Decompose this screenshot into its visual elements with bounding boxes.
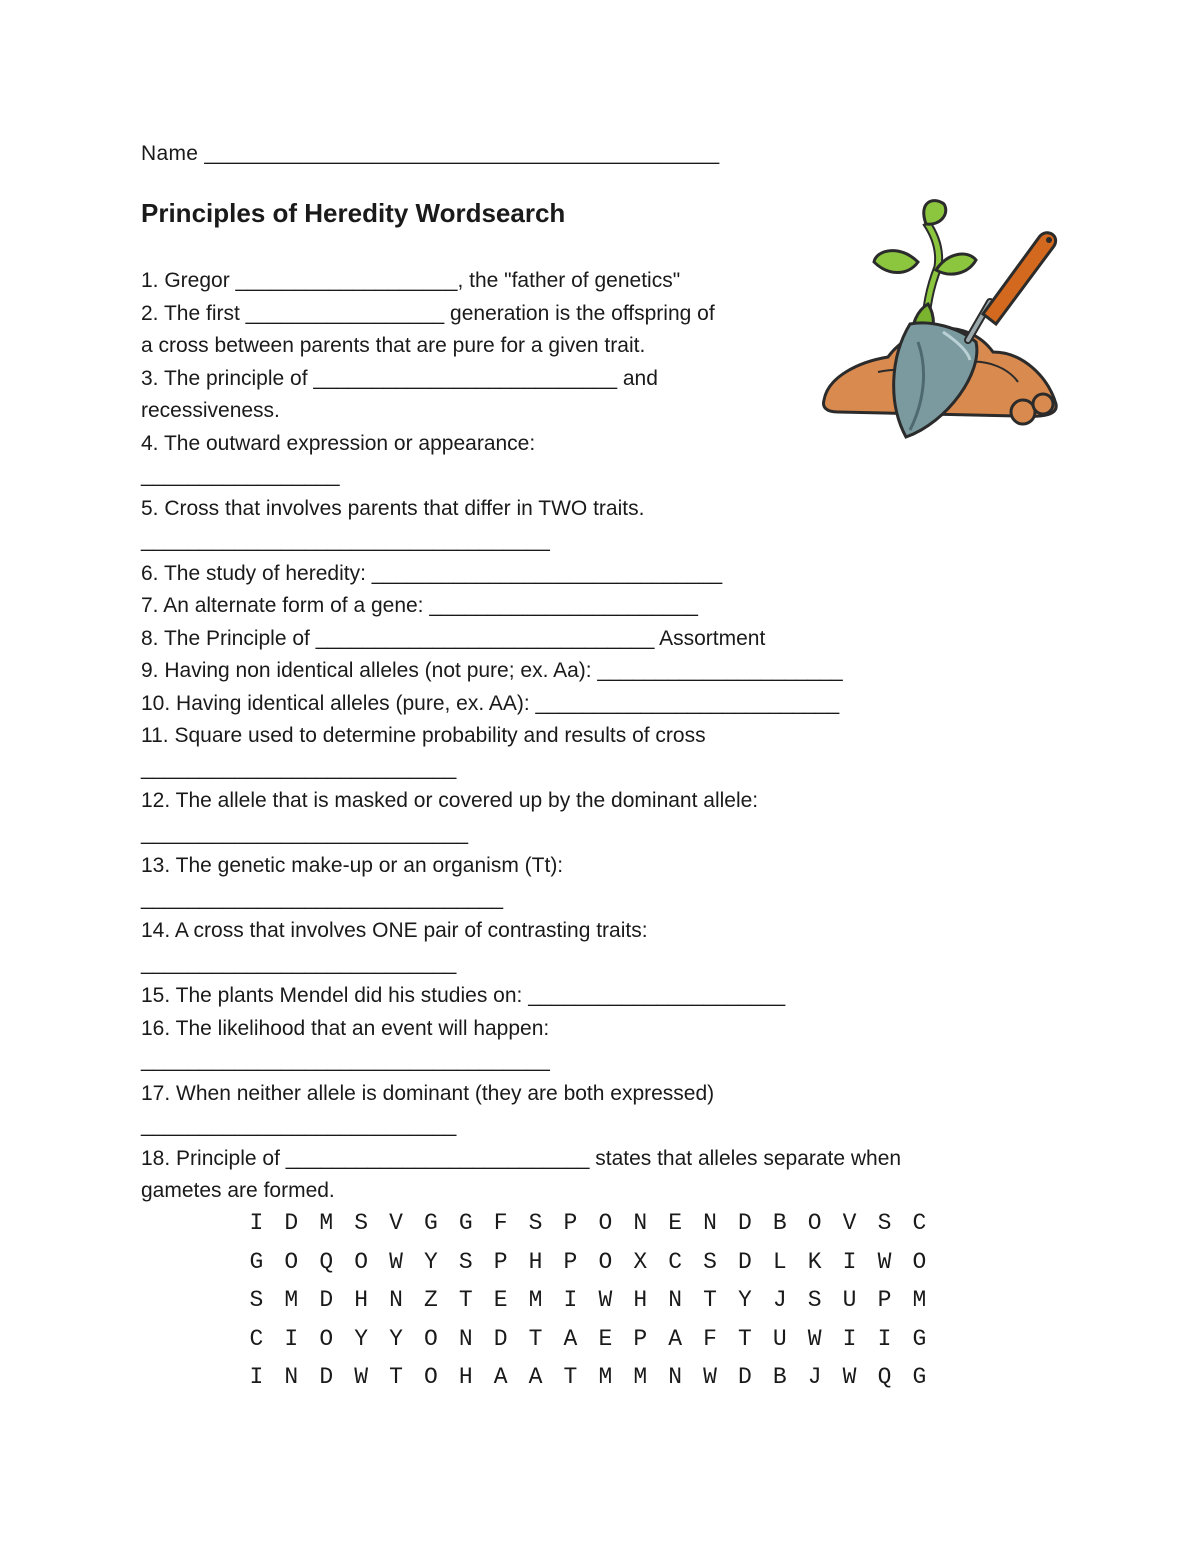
- wordsearch-letter: L: [772, 1248, 787, 1275]
- question-line: ___________________________: [141, 756, 457, 780]
- wordsearch-letter: X: [633, 1248, 648, 1275]
- wordsearch-row: [239, 1281, 937, 1320]
- wordsearch-letter: N: [703, 1210, 717, 1237]
- question-line: ___________________________________: [141, 1049, 550, 1072]
- wordsearch-letter: F: [703, 1325, 717, 1352]
- wordsearch-letter: M: [912, 1287, 927, 1314]
- question-line: 13. The genetic make-up or an organism (Tt):: [141, 854, 564, 877]
- wordsearch-letter: J: [807, 1364, 822, 1391]
- wordsearch-letter: H: [354, 1287, 369, 1314]
- wordsearch-letter: T: [563, 1364, 578, 1391]
- wordsearch-letter: N: [389, 1287, 403, 1314]
- wordsearch-letter: D: [319, 1287, 334, 1314]
- wordsearch-letter: M: [633, 1364, 648, 1391]
- wordsearch-letter: Y: [423, 1248, 438, 1275]
- plant-and-trowel-icon: [818, 192, 1063, 442]
- wordsearch-letter: Y: [389, 1325, 403, 1352]
- name-field-line: Name ___________________________________________: [141, 142, 720, 165]
- wordsearch-letter: G: [423, 1210, 438, 1237]
- question-line: 9. Having non identical alleles (not pure; ex. Aa): _____________________: [141, 659, 843, 682]
- wordsearch-letter: Y: [738, 1287, 752, 1314]
- wordsearch-letter: P: [877, 1287, 892, 1314]
- wordsearch-letter: P: [493, 1248, 508, 1275]
- wordsearch-letter: D: [319, 1364, 334, 1391]
- wordsearch-row: [239, 1204, 937, 1243]
- question-line: 17. When neither allele is dominant (they are both expressed): [141, 1081, 715, 1105]
- wordsearch-letter: Q: [877, 1364, 892, 1391]
- wordsearch-letter: O: [319, 1325, 334, 1352]
- wordsearch-letter: G: [249, 1248, 264, 1275]
- wordsearch-letter: O: [912, 1248, 927, 1275]
- wordsearch-letter: Z: [423, 1287, 438, 1314]
- wordsearch-letter: M: [284, 1287, 299, 1314]
- wordsearch-letter: D: [738, 1248, 752, 1275]
- question-line: 10. Having identical alleles (pure, ex. AA): __________________________: [141, 691, 840, 715]
- wordsearch-letter: N: [633, 1210, 648, 1237]
- wordsearch-letter: O: [423, 1325, 438, 1352]
- wordsearch-letter: N: [284, 1364, 299, 1391]
- wordsearch-letter: N: [668, 1364, 683, 1391]
- question-line: 11. Square used to determine probability and results of cross: [141, 724, 706, 747]
- wordsearch-letter: I: [284, 1325, 299, 1352]
- question-line: 18. Principle of __________________________ states that alleles separate when: [141, 1146, 902, 1170]
- wordsearch-letter: D: [284, 1210, 299, 1237]
- wordsearch-letter: O: [354, 1248, 369, 1275]
- wordsearch-letter: D: [738, 1364, 752, 1391]
- wordsearch-letter: Q: [319, 1248, 334, 1275]
- question-line: 3. The principle of __________________________ and: [141, 366, 658, 390]
- wordsearch-letter: Y: [354, 1325, 369, 1352]
- wordsearch-letter: I: [249, 1210, 264, 1237]
- wordsearch-letter: T: [458, 1287, 473, 1314]
- wordsearch-letter: O: [598, 1248, 613, 1275]
- wordsearch-letter: M: [528, 1287, 543, 1314]
- wordsearch-row: [239, 1243, 937, 1282]
- wordsearch-row: [239, 1320, 937, 1359]
- wordsearch-letter: S: [458, 1248, 473, 1275]
- question-line: 12. The allele that is masked or covered up by the dominant allele:: [141, 789, 759, 812]
- wordsearch-letter: J: [772, 1287, 787, 1314]
- worksheet-title: Principles of Heredity Wordsearch: [141, 198, 566, 228]
- wordsearch-letter: H: [633, 1287, 648, 1314]
- wordsearch-letter: V: [389, 1210, 403, 1237]
- wordsearch-letter: T: [389, 1364, 403, 1391]
- wordsearch-letter: O: [284, 1248, 299, 1275]
- wordsearch-letter: W: [877, 1248, 892, 1275]
- wordsearch-letter: I: [563, 1287, 578, 1314]
- wordsearch-letter: S: [528, 1210, 543, 1237]
- wordsearch-letter: P: [563, 1210, 578, 1237]
- wordsearch-letter: I: [877, 1325, 892, 1352]
- wordsearch-letter: S: [877, 1210, 892, 1237]
- wordsearch-letter: N: [458, 1325, 473, 1352]
- question-line: 7. An alternate form of a gene: _______________________: [141, 594, 698, 617]
- wordsearch-letter: A: [563, 1325, 578, 1352]
- question-line: 5. Cross that involves parents that differ in TWO traits.: [141, 496, 645, 520]
- wordsearch-letter: E: [493, 1287, 508, 1314]
- wordsearch-letter: E: [668, 1210, 683, 1237]
- wordsearch-letter: A: [528, 1364, 543, 1391]
- wordsearch-letter: W: [389, 1248, 403, 1275]
- question-line: 2. The first _________________ generation is the offspring of: [141, 301, 715, 325]
- wordsearch-letter: W: [842, 1364, 857, 1391]
- wordsearch-letter: D: [738, 1210, 752, 1237]
- wordsearch-letter: U: [772, 1325, 787, 1352]
- wordsearch-letter: M: [319, 1210, 334, 1237]
- question-line: gametes are formed.: [141, 1179, 335, 1202]
- question-line: ___________________________: [141, 951, 457, 975]
- wordsearch-letter: I: [842, 1325, 857, 1352]
- wordsearch-letter: O: [807, 1210, 822, 1237]
- wordsearch-letter: M: [598, 1364, 613, 1391]
- wordsearch-letter: C: [912, 1210, 927, 1237]
- wordsearch-letter: V: [842, 1210, 857, 1237]
- question-line: ___________________________: [141, 1114, 457, 1137]
- question-line: 14. A cross that involves ONE pair of contrasting traits:: [141, 919, 648, 942]
- wordsearch-letter: G: [458, 1210, 473, 1237]
- wordsearch-letter: S: [354, 1210, 369, 1237]
- wordsearch-letter: G: [912, 1364, 927, 1391]
- wordsearch-letter: G: [912, 1325, 927, 1352]
- wordsearch-letter: A: [668, 1325, 683, 1352]
- wordsearch-letter: U: [842, 1287, 857, 1314]
- wordsearch-letter: I: [249, 1364, 264, 1391]
- wordsearch-letter: T: [528, 1325, 543, 1352]
- wordsearch-letter: C: [668, 1248, 683, 1275]
- wordsearch-letter: W: [703, 1364, 717, 1391]
- question-line: 1. Gregor ___________________, the "father of genetics": [141, 269, 681, 292]
- question-line: ___________________________________: [141, 529, 550, 552]
- wordsearch-letter: B: [772, 1364, 787, 1391]
- question-line: 15. The plants Mendel did his studies on: ______________________: [141, 984, 786, 1007]
- wordsearch-grid: [239, 1204, 937, 1397]
- wordsearch-letter: O: [598, 1210, 613, 1237]
- wordsearch-letter: W: [807, 1325, 822, 1352]
- wordsearch-letter: K: [807, 1248, 822, 1275]
- wordsearch-letter: S: [249, 1287, 264, 1314]
- question-line: _______________________________: [141, 886, 504, 910]
- question-line: 6. The study of heredity: ______________________________: [141, 561, 723, 585]
- wordsearch-letter: F: [493, 1210, 508, 1237]
- wordsearch-letter: S: [703, 1248, 717, 1275]
- wordsearch-letter: P: [563, 1248, 578, 1275]
- wordsearch-letter: P: [633, 1325, 648, 1352]
- question-line: a cross between parents that are pure for a given trait.: [141, 334, 646, 357]
- wordsearch-letter: W: [598, 1287, 613, 1314]
- question-line: ____________________________: [141, 821, 469, 845]
- question-line: recessiveness.: [141, 399, 280, 422]
- wordsearch-letter: H: [458, 1364, 473, 1391]
- wordsearch-letter: H: [528, 1248, 543, 1275]
- wordsearch-letter: W: [354, 1364, 369, 1391]
- wordsearch-letter: B: [772, 1210, 787, 1237]
- question-line: 4. The outward expression or appearance:: [141, 431, 536, 455]
- wordsearch-letter: E: [598, 1325, 613, 1352]
- wordsearch-row: [239, 1358, 937, 1397]
- wordsearch-letter: D: [493, 1325, 508, 1352]
- wordsearch-letter: C: [249, 1325, 264, 1352]
- wordsearch-letter: T: [738, 1325, 752, 1352]
- wordsearch-letter: N: [668, 1287, 683, 1314]
- question-line: 16. The likelihood that an event will happen:: [141, 1016, 550, 1040]
- wordsearch-letter: T: [703, 1287, 717, 1314]
- question-line: 8. The Principle of _____________________________ Assortment: [141, 626, 766, 650]
- wordsearch-letter: O: [423, 1364, 438, 1391]
- wordsearch-letter: I: [842, 1248, 857, 1275]
- wordsearch-letter: S: [807, 1287, 822, 1314]
- wordsearch-letter: A: [493, 1364, 508, 1391]
- question-line: _________________: [141, 464, 340, 487]
